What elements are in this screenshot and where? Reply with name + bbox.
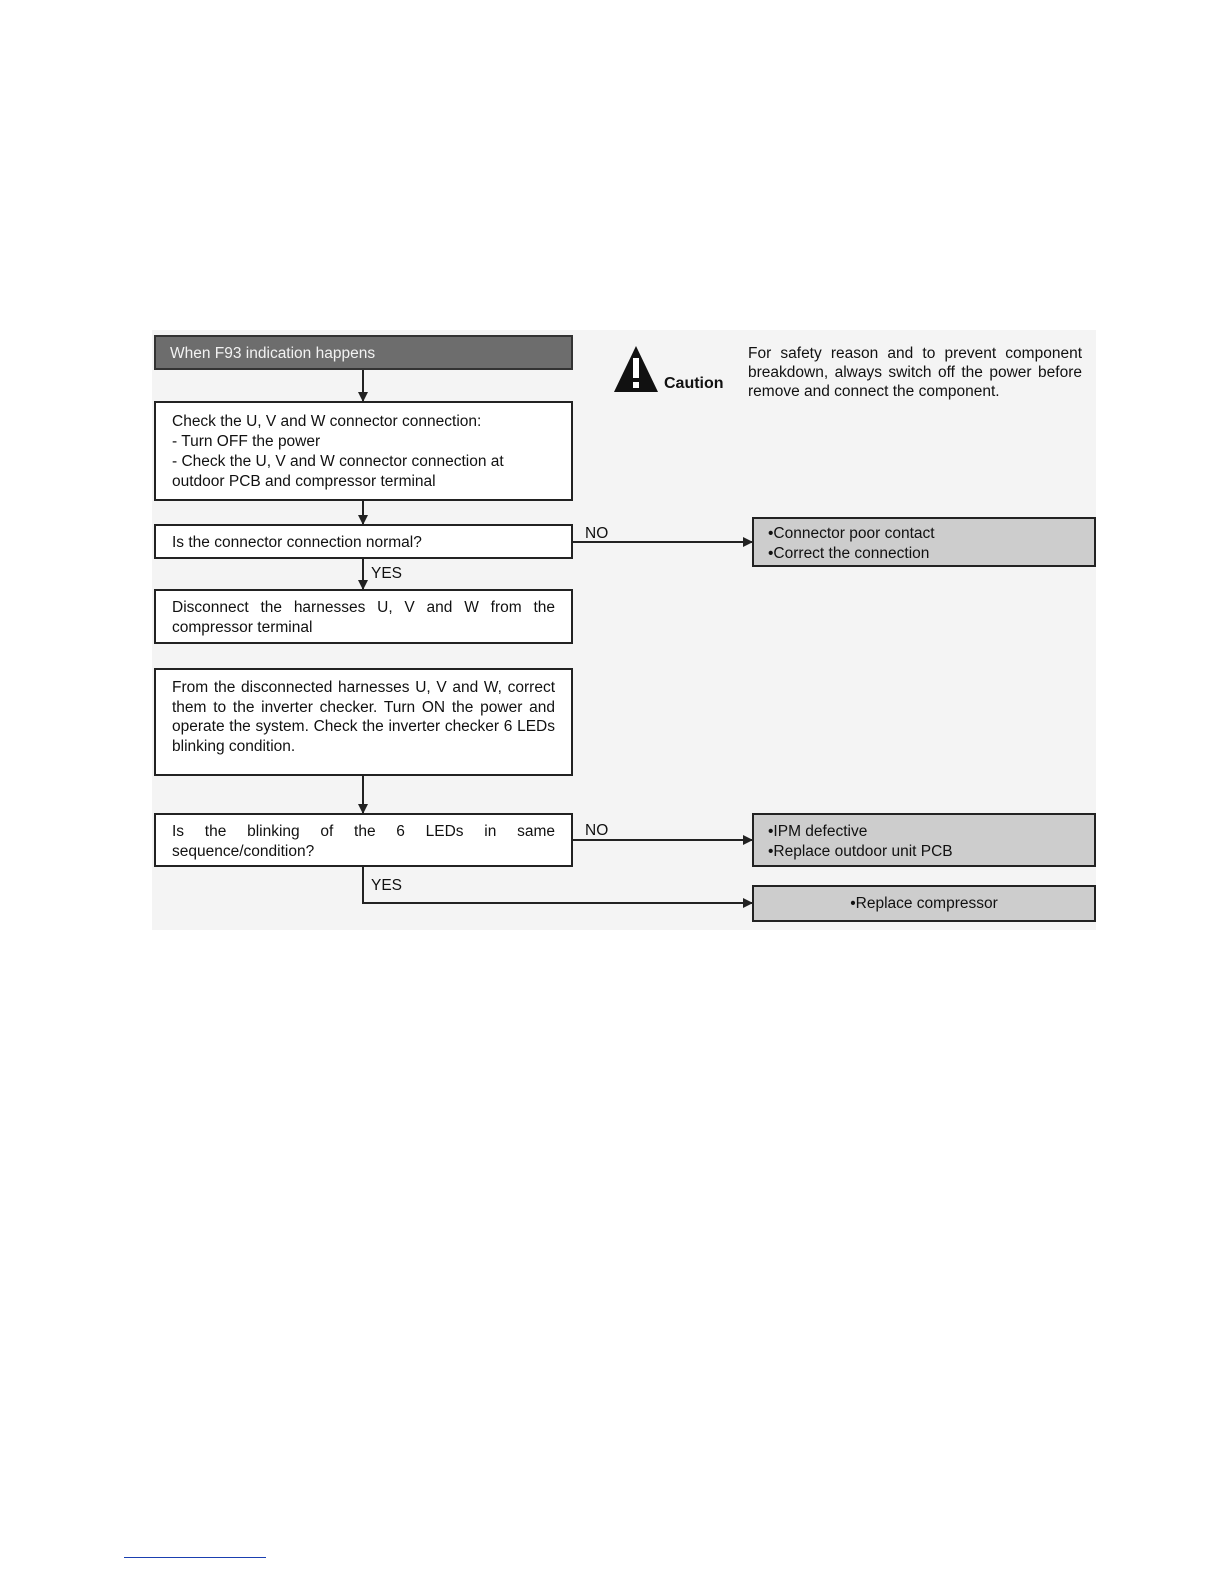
step-disconnect-harnesses <box>154 589 573 644</box>
result1-line: •Connector poor contact <box>768 525 935 542</box>
result3-text: •Replace compressor <box>850 895 998 912</box>
start-box <box>154 335 573 370</box>
step3-text: From the disconnected harnesses U, V and W, correct them to the inverter checker. Turn ON the power and operate the system. Check the inverter checker 6 LEDs blinking condition. <box>172 679 555 755</box>
decision1-no-label: NO <box>585 525 609 542</box>
decision2-question: Is the blinking of the 6 LEDs in same sequence/condition? <box>172 823 555 860</box>
step-inverter-checker <box>154 668 573 776</box>
step2-text: Disconnect the harnesses U, V and W from the compressor terminal <box>172 599 555 636</box>
result-connector-poor-contact <box>752 517 1096 567</box>
result1-line: •Correct the connection <box>768 545 930 562</box>
step1-line: - Turn OFF the power <box>172 433 321 450</box>
step1-line: outdoor PCB and compressor terminal <box>172 473 436 490</box>
footnote-separator <box>124 1557 266 1558</box>
result2-line: •Replace outdoor unit PCB <box>768 843 953 860</box>
step1-line: - Check the U, V and W connector connection at <box>172 453 504 470</box>
warning-triangle-icon <box>613 344 659 394</box>
decision2-yes-label: YES <box>371 877 403 894</box>
result-replace-compressor <box>752 885 1096 922</box>
decision1-yes-label: YES <box>371 565 403 582</box>
step1-line: Check the U, V and W connector connection: <box>172 413 482 430</box>
decision2-no-label: NO <box>585 822 609 839</box>
decision-leds-same-sequence <box>154 813 573 867</box>
result-ipm-defective <box>752 813 1096 867</box>
step-check-connector <box>154 401 573 501</box>
caution-label: Caution <box>664 375 724 392</box>
start-label: When F93 indication happens <box>170 345 376 362</box>
result2-line: •IPM defective <box>768 823 868 840</box>
decision-connector-normal <box>154 524 573 559</box>
arrow-decision2-yes <box>363 867 752 903</box>
caution-text: For safety reason and to prevent component breakdown, always switch off the power before remove and connect the component. <box>748 345 1082 400</box>
decision1-question: Is the connector connection normal? <box>172 534 422 551</box>
